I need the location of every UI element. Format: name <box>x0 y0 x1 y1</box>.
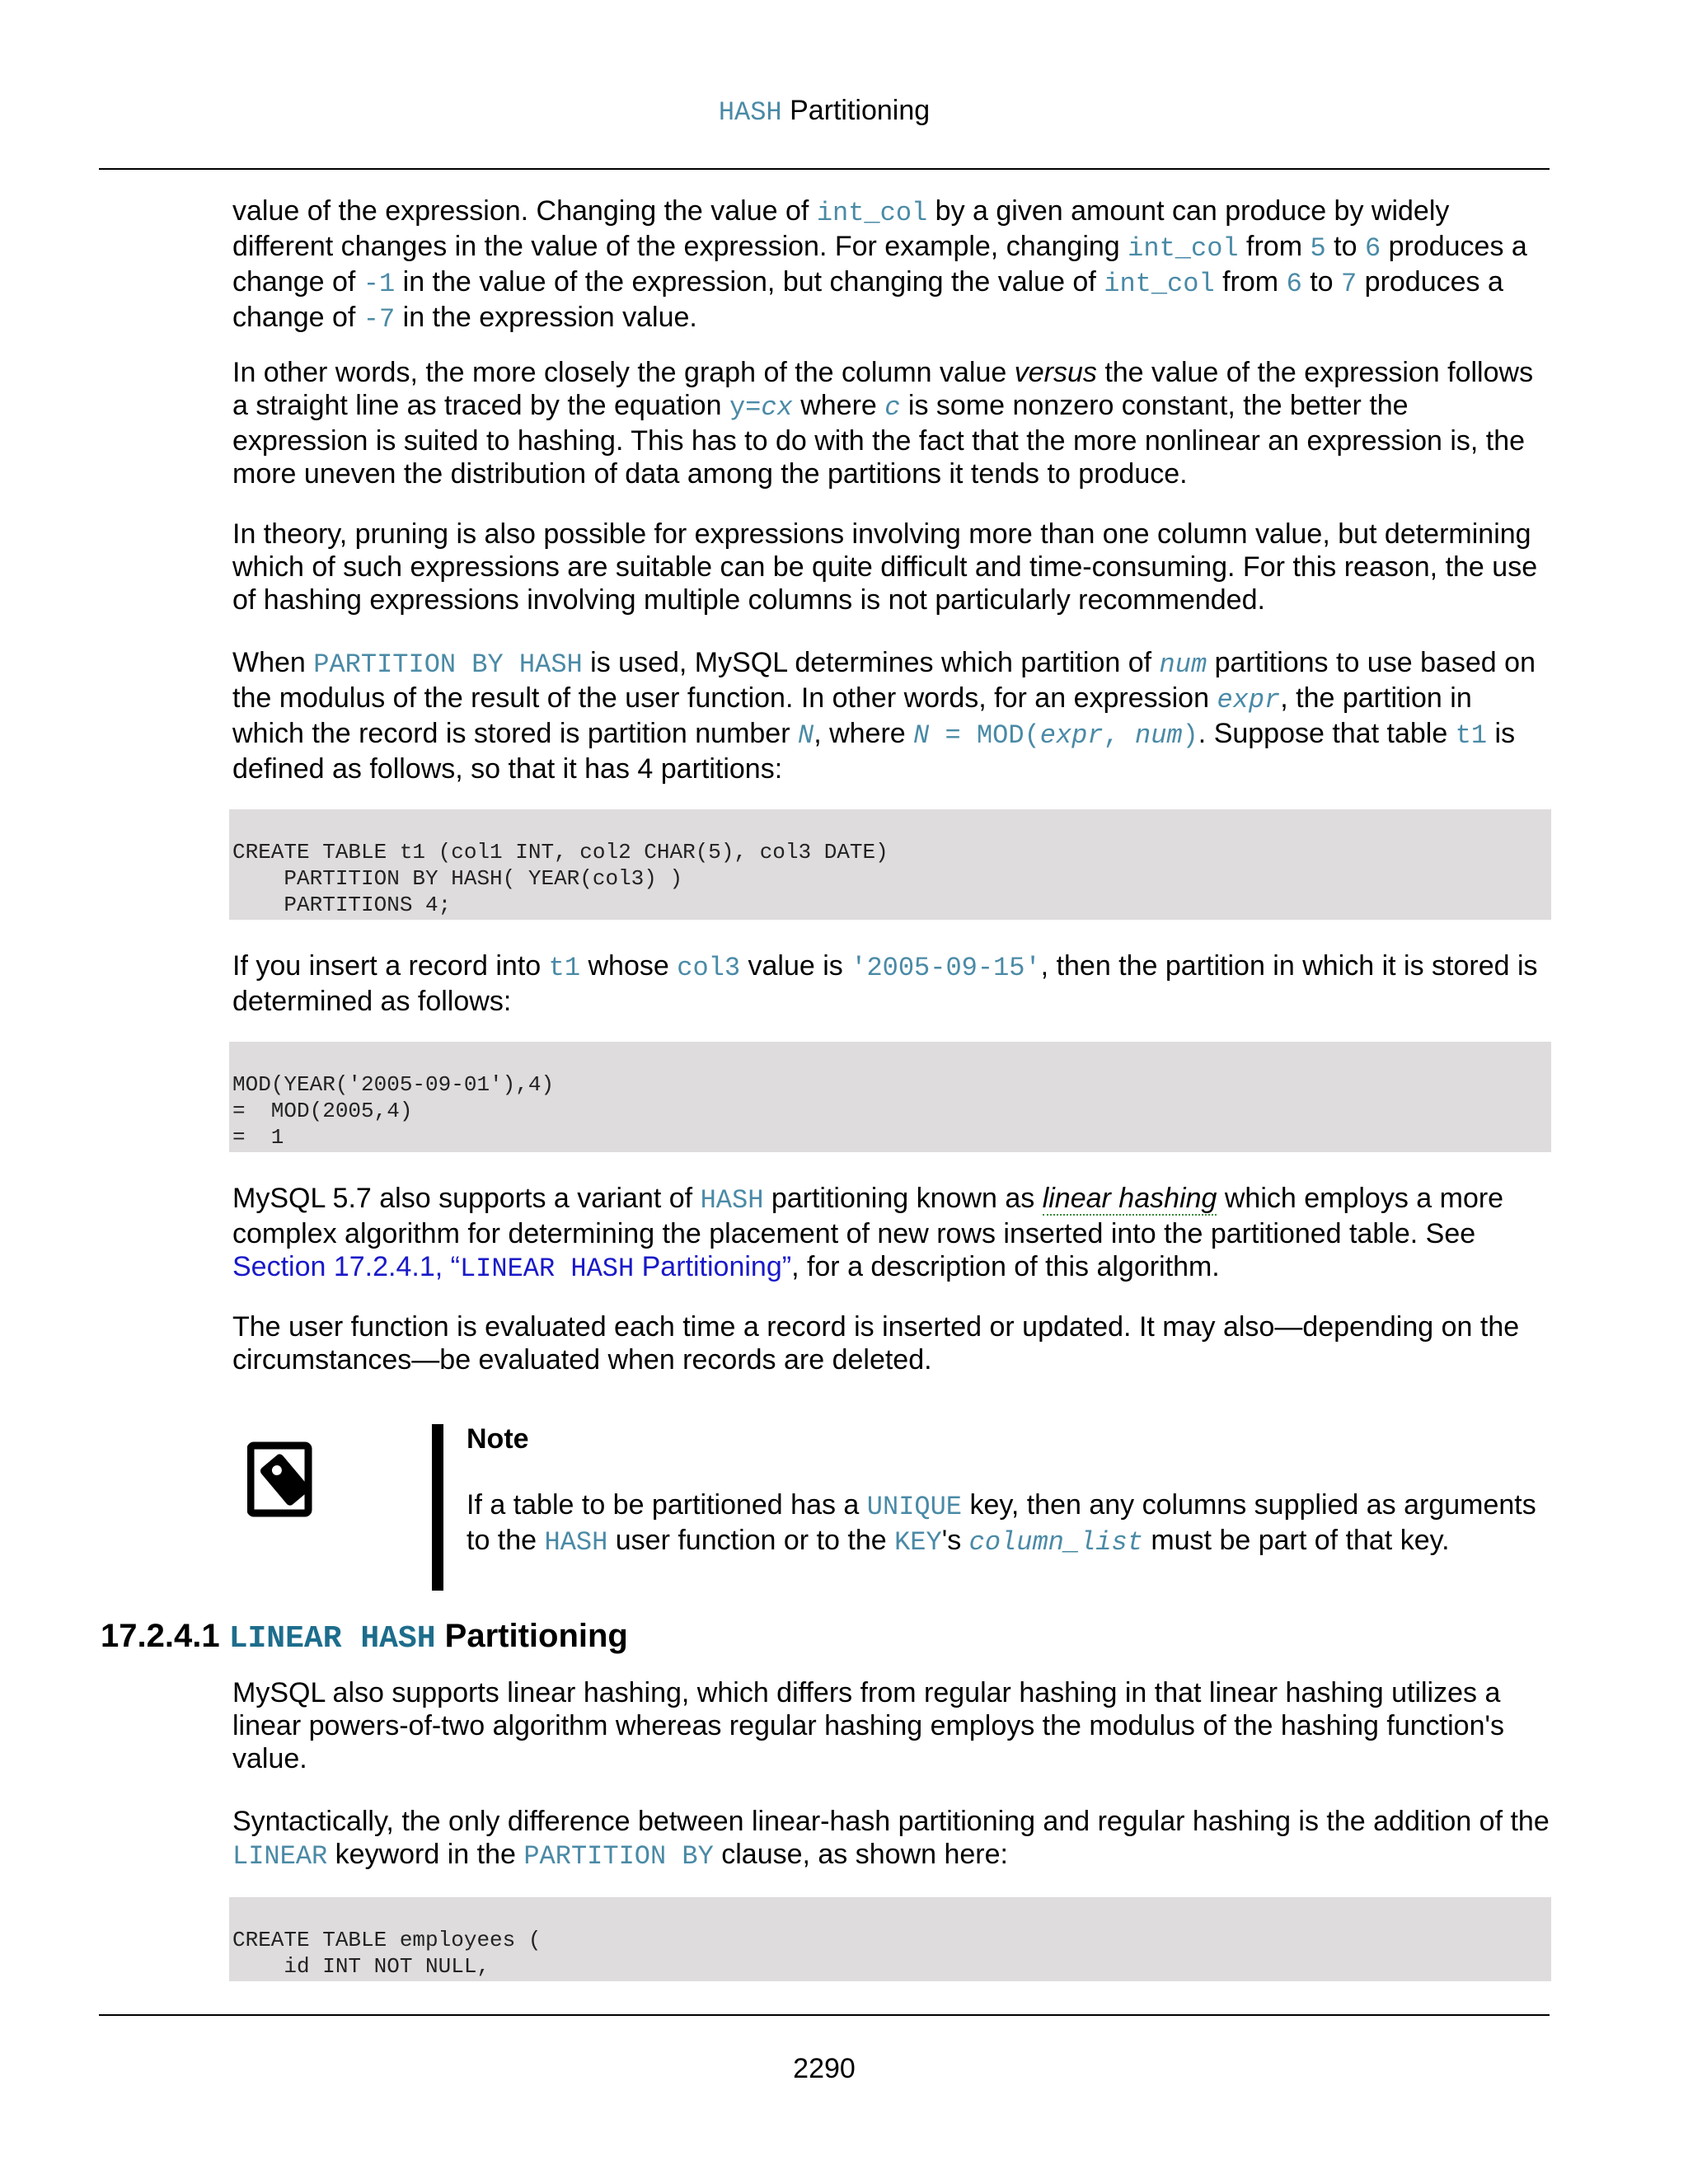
text: must be part of that key. <box>1142 1525 1450 1556</box>
section-title: Partitioning <box>435 1618 628 1654</box>
link-text[interactable]: Partitioning” <box>634 1251 792 1282</box>
note-body <box>467 1488 1538 1559</box>
text: in the value of the expression, but changing the value of <box>395 266 1104 298</box>
inline-code: LINEAR <box>232 1841 328 1872</box>
text: , the partition in which the record is stored is partition number <box>232 682 1472 749</box>
text: produces a change of <box>232 266 1503 333</box>
inline-code: HASH <box>544 1527 608 1558</box>
code-block-mod: MOD(YEAR('2005-09-01'),4) = MOD(2005,4) = 1 <box>229 1042 1551 1152</box>
note-title: Note <box>467 1423 529 1455</box>
note-icon <box>247 1441 318 1518</box>
page-number: 2290 <box>793 2053 856 2084</box>
text: , then the partition in which it is stored is determined as follows: <box>232 950 1538 1017</box>
text: produces a change of <box>232 231 1527 298</box>
text: , for a description of this algorithm. <box>791 1251 1220 1282</box>
inline-code: c <box>884 392 901 423</box>
inline-code: t1 <box>548 953 581 983</box>
inline-code: UNIQUE <box>866 1492 962 1522</box>
inline-code: N <box>913 720 930 751</box>
text: to <box>1325 231 1365 262</box>
paragraph-user-function: The user function is evaluated each time a record is inserted or updated. It may also—depending on the circumstances—be evaluated when records are deleted. <box>232 1311 1520 1376</box>
inline-code: -7 <box>363 304 396 335</box>
text: whose <box>580 950 678 982</box>
inline-code: '2005-09-15' <box>851 953 1041 983</box>
inline-code: HASH <box>700 1185 764 1216</box>
inline-code: , <box>1103 720 1135 751</box>
text: in the expression value. <box>395 302 697 333</box>
text: is some nonzero constant, the better the expression is suited to hashing. This has to do with the fact that the more nonlinear an expression is, the more uneven the distribution of data among the partitions it tends to produce. <box>232 390 1526 490</box>
paragraph-expression-change <box>232 194 1551 336</box>
footer-rule <box>99 2014 1550 2016</box>
inline-code: PARTITION BY HASH <box>313 649 583 680</box>
text: partitioning known as <box>763 1183 1043 1214</box>
text: partitions to use based on the modulus of the result of the user function. In other words, for an expression <box>232 647 1536 714</box>
code-block-create-t1: CREATE TABLE t1 (col1 INT, col2 CHAR(5), col3 DATE) PARTITION BY HASH( YEAR(col3) ) PARTITIONS 4; <box>229 809 1551 920</box>
text: If you insert a record into <box>232 950 549 982</box>
header-text: Partitioning <box>781 95 931 126</box>
inline-code: num <box>1134 720 1183 751</box>
inline-code: expr <box>1217 685 1281 715</box>
text: which employs a more complex algorithm for determining the placement of new rows inserted into the partitioned table. See <box>232 1183 1504 1249</box>
text: where <box>792 390 885 421</box>
inline-code: KEY <box>894 1527 942 1558</box>
text: is defined as follows, so that it has 4 partitions: <box>232 718 1516 785</box>
emphasis: versus <box>1014 357 1097 388</box>
inline-code: t1 <box>1455 720 1488 751</box>
inline-code: 7 <box>1341 269 1357 299</box>
inline-code: y= <box>729 392 762 423</box>
text: from <box>1214 266 1287 298</box>
note-bar <box>432 1424 443 1591</box>
inline-code: int_col <box>816 198 928 228</box>
text: to <box>1301 266 1342 298</box>
section-number: 17.2.4.1 <box>101 1618 229 1654</box>
text: When <box>232 647 314 678</box>
inline-code: -1 <box>363 269 396 299</box>
paragraph-linearity <box>232 356 1551 490</box>
text: clause, as shown here: <box>713 1839 1008 1870</box>
inline-code: 6 <box>1364 233 1381 264</box>
inline-code: 5 <box>1310 233 1326 264</box>
text: the value of the expression follows a straight line as traced by the equation <box>232 357 1534 421</box>
inline-code: = MOD( <box>929 720 1040 751</box>
inline-code: int_col <box>1104 269 1215 299</box>
section-heading <box>101 1617 628 1658</box>
text: user function or to the <box>607 1525 895 1556</box>
paragraph-linear-hashing-variant <box>232 1182 1551 1286</box>
inline-code: expr <box>1039 720 1104 751</box>
page-header <box>0 94 1648 129</box>
inline-code: ) <box>1182 720 1198 751</box>
text: MySQL 5.7 also supports a variant of <box>232 1183 701 1214</box>
link-code[interactable]: LINEAR HASH <box>459 1254 635 1284</box>
text: from <box>1238 231 1311 262</box>
inline-code: int_col <box>1128 233 1239 264</box>
text: by a given amount can produce by widely different changes in the value of the expression. For example, changing <box>232 195 1450 262</box>
inline-code: column_list <box>968 1527 1143 1558</box>
header-rule <box>99 168 1550 170</box>
inline-code: col3 <box>677 953 741 983</box>
text: key, then any columns supplied as arguments to the <box>467 1489 1536 1556</box>
text: If a table to be partitioned has a <box>467 1489 867 1521</box>
text: keyword in the <box>327 1839 524 1870</box>
paragraph-insert-record <box>232 949 1551 1018</box>
text: . Suppose that table <box>1198 718 1456 749</box>
code-block-create-employees: CREATE TABLE employees ( id INT NOT NULL, <box>229 1897 1551 1981</box>
inline-code: cx <box>761 392 793 423</box>
section-code: LINEAR HASH <box>228 1621 436 1657</box>
paragraph-pruning: In theory, pruning is also possible for expressions involving more than one column value, but determining which of such expressions are suitable can be quite difficult and time-consuming. For this reason, the use of hashing expressions involving multiple columns is not particularly recommended. <box>232 518 1538 616</box>
text: is used, MySQL determines which partition of <box>582 647 1160 678</box>
inline-code: num <box>1159 649 1207 680</box>
glossary-term-link[interactable]: linear hashing <box>1042 1183 1217 1214</box>
inline-code: PARTITION BY <box>523 1841 714 1872</box>
text: value is <box>740 950 851 982</box>
section-link[interactable] <box>232 1251 791 1282</box>
paragraph-partition-by-hash <box>232 646 1551 785</box>
text: 's <box>941 1525 969 1556</box>
inline-code: N <box>797 720 814 751</box>
link-text[interactable]: Section 17.2.4.1, “ <box>232 1251 460 1282</box>
paragraph-syntax <box>232 1805 1551 1873</box>
inline-code: 6 <box>1286 269 1302 299</box>
text: value of the expression. Changing the value of <box>232 195 817 227</box>
paragraph-linear-hashing: MySQL also supports linear hashing, which differs from regular hashing in that linear hashing utilizes a linear powers-of-two algorithm whereas regular hashing employs the modulus of the hashing function's value. <box>232 1677 1504 1774</box>
text: Syntactically, the only difference between linear-hash partitioning and regular hashing is the addition of the <box>232 1806 1550 1837</box>
header-code: HASH <box>718 97 782 128</box>
text: , where <box>814 718 914 749</box>
text: In other words, the more closely the graph of the column value <box>232 357 1015 388</box>
